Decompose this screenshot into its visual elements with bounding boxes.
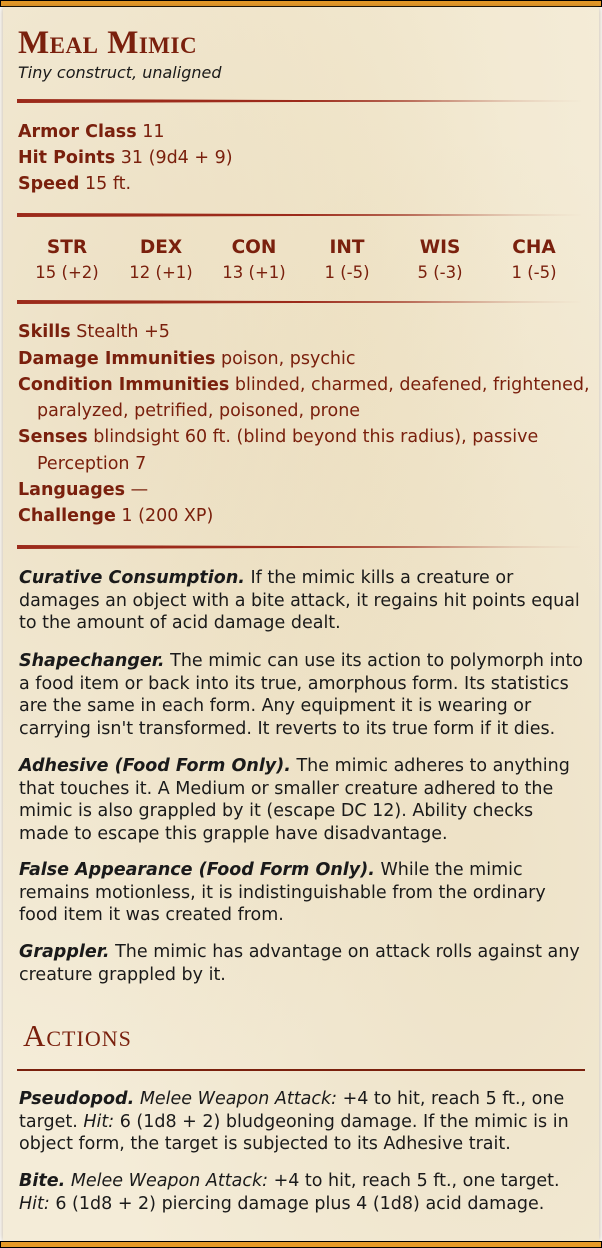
- hit-points-value: 31 (9d4 + 9): [120, 148, 233, 168]
- speed-line: [18, 171, 131, 197]
- trait-adhesive: [19, 755, 587, 845]
- trait-false-appearance: [19, 859, 587, 927]
- armor-class-value: 11: [142, 122, 165, 142]
- trait-curative-consumption: [19, 567, 587, 635]
- trait-text: While the mimic remains motionless, it is indistinguishable from the ordinary food item it was created from.: [19, 860, 546, 925]
- ability-dex: [121, 236, 201, 286]
- senses-line: [18, 424, 538, 450]
- attack-type: Melee Weapon Attack:: [70, 1171, 268, 1191]
- damage-immunities-line: [18, 346, 356, 372]
- ability-score: 1 (-5): [511, 263, 557, 282]
- attack-type: Melee Weapon Attack:: [139, 1089, 337, 1109]
- actions-heading: Actions: [23, 1018, 132, 1053]
- condition-immunities-label: Condition Immunities: [18, 375, 230, 395]
- trait-grappler: [19, 941, 587, 986]
- ability-name: INT: [329, 237, 365, 258]
- ability-name: DEX: [139, 237, 183, 258]
- condition-immunities-value: blinded, charmed, deafened, frightened,: [234, 375, 590, 395]
- ability-int: [307, 236, 387, 286]
- hit-text: 6 (1d8 + 2) piercing damage plus 4 (1d8) acid damage.: [55, 1193, 545, 1214]
- trait-text: The mimic adheres to anything that touches it. A Medium or smaller creature adhered to the mimic is also grappled by it (escape DC 12). Ability checks made to escape this grapple have disadvantage.: [19, 756, 570, 844]
- skills-label: Skills: [18, 322, 71, 342]
- trait-name: Adhesive (Food Form Only).: [19, 756, 291, 776]
- ability-wis: [400, 236, 480, 286]
- ability-score: 1 (-5): [324, 263, 370, 282]
- challenge-label: Challenge: [18, 506, 116, 526]
- monster-type: Tiny construct, unaligned: [18, 63, 222, 82]
- top-border: [0, 0, 602, 7]
- trait-name: False Appearance (Food Form Only).: [19, 860, 375, 880]
- attack-text: +4 to hit, reach 5 ft., one target.: [19, 1089, 565, 1132]
- ability-score: 5 (-3): [417, 263, 463, 282]
- speed-value: 15 ft.: [84, 174, 132, 194]
- hit-label: Hit:: [19, 1193, 50, 1214]
- ability-score: 15 (+2): [35, 263, 99, 282]
- languages-label: Languages: [18, 480, 126, 500]
- damage-immunities-value: poison, psychic: [221, 349, 356, 369]
- ability-name: WIS: [419, 237, 461, 258]
- armor-class-line: [18, 119, 165, 145]
- actions-rule: [17, 1069, 585, 1071]
- languages-line: [18, 477, 148, 503]
- ability-name: STR: [46, 237, 88, 258]
- action-pseudopod: [19, 1088, 587, 1156]
- action-name: Pseudopod.: [19, 1089, 135, 1109]
- speed-label: Speed: [18, 174, 80, 194]
- attack-text: +4 to hit, reach 5 ft., one target.: [273, 1171, 560, 1191]
- ability-name: CHA: [512, 237, 556, 258]
- ability-con: [214, 236, 294, 286]
- armor-class-label: Armor Class: [18, 122, 137, 142]
- challenge-line: [18, 503, 213, 529]
- bottom-border: [0, 1241, 602, 1248]
- action-bite: [19, 1170, 587, 1215]
- ability-name: CON: [231, 237, 277, 258]
- trait-shapechanger: [19, 650, 587, 740]
- trait-name: Curative Consumption.: [19, 568, 245, 588]
- hit-points-label: Hit Points: [18, 148, 116, 168]
- damage-immunities-label: Damage Immunities: [18, 349, 216, 369]
- hit-points-line: [18, 145, 233, 171]
- action-name: Bite.: [19, 1171, 66, 1191]
- senses-label: Senses: [18, 427, 88, 447]
- skills-value: Stealth +5: [76, 322, 170, 342]
- ability-str: [27, 236, 107, 286]
- ability-cha: [494, 236, 574, 286]
- trait-text: The mimic has advantage on attack rolls against any creature grappled by it.: [19, 942, 580, 985]
- languages-value: —: [130, 480, 149, 500]
- challenge-value: 1 (200 XP): [121, 506, 214, 526]
- trait-name: Shapechanger.: [19, 651, 165, 671]
- condition-immunities-continued: paralyzed, petrified, poisoned, prone: [37, 401, 361, 421]
- senses-continued: Perception 7: [37, 454, 147, 474]
- trait-text: If the mimic kills a creature or damages an object with a bite attack, it regains hit points equal to the amount of acid damage dealt.: [19, 568, 580, 633]
- condition-immunities-line: [18, 372, 590, 398]
- ability-score: 13 (+1): [222, 263, 286, 282]
- hit-text: 6 (1d8 + 2) bludgeoning damage. If the mimic is in object form, the target is subjected to its Adhesive trait.: [19, 1111, 569, 1154]
- trait-text: The mimic can use its action to polymorph into a food item or back into its true, amorphous form. Its statistics are the same in each form. Any equipment it is wearing or carrying isn't transformed. It reverts to its true form if it dies.: [19, 651, 584, 739]
- trait-name: Grappler.: [19, 942, 110, 962]
- senses-value: blindsight 60 ft. (blind beyond this radius), passive: [93, 427, 539, 447]
- ability-score: 12 (+1): [129, 263, 193, 282]
- hit-label: Hit:: [83, 1111, 115, 1132]
- monster-name: Meal Mimic: [18, 25, 198, 61]
- skills-line: [18, 319, 170, 345]
